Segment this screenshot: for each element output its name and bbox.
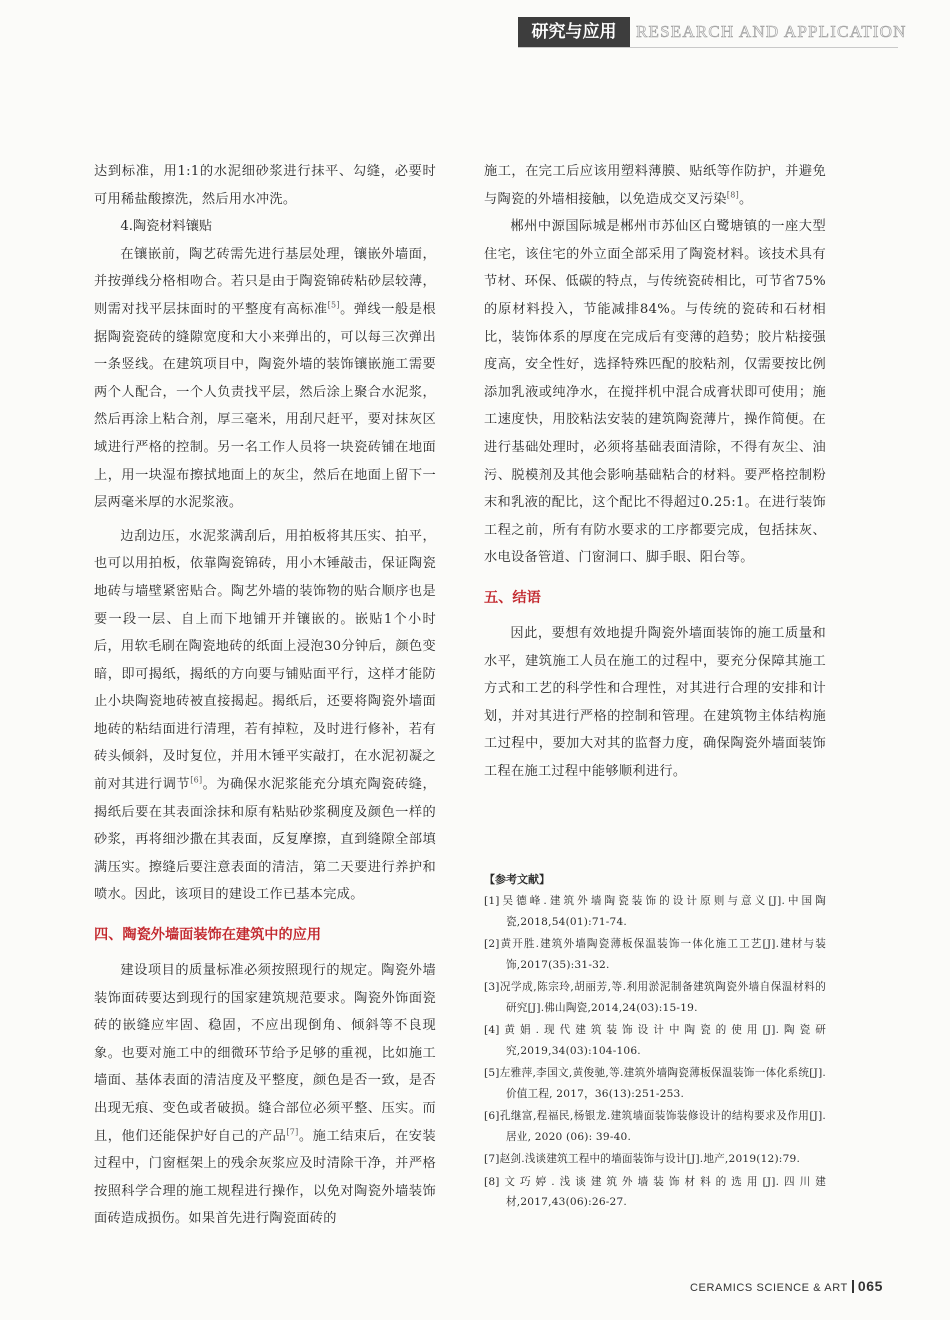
journal-name: CERAMICS SCIENCE & ART (690, 1282, 848, 1294)
left-column (94, 158, 436, 1233)
text-run: 。为确保水泥浆能充分填充陶瓷砖缝，揭纸后要在其表面涂抹和原有粘贴砂浆稠度及颜色一样的砂浆，再将细沙撒在其表面，反复摩擦，直到缝隙全部填满压实。擦缝后要注意表面的清洁，第二天要进行养护和喷水。因此，该项目的建设工作已基本完成。 (94, 777, 436, 903)
citation-mark: [7] (286, 1127, 299, 1137)
reference-item: [1]吴德峰.建筑外墙陶瓷装饰的设计原则与意义[J].中国陶瓷,2018,54(01):71-74. (484, 895, 826, 928)
reference-item: [4]黄娟.现代建筑装饰设计中陶瓷的使用[J].陶瓷研究,2019,34(03):104-106. (484, 1024, 826, 1057)
body-paragraph (94, 523, 436, 909)
body-paragraph (94, 241, 436, 517)
section-tag: 研究与应用 (518, 17, 630, 47)
reference-item: [7]赵剑.浅谈建筑工程中的墙面装饰与设计[J].地产,2019(12):79. (484, 1153, 801, 1165)
citation-mark: [5] (327, 300, 340, 310)
page-number: 065 (857, 1278, 884, 1294)
references-title: 【参考文献】 (484, 873, 550, 886)
section-tag-english: RESEARCH AND APPLICATION (636, 22, 907, 41)
section-heading: 四、陶瓷外墙面装饰在建筑中的应用 (94, 927, 322, 944)
body-paragraph (484, 158, 826, 213)
body-paragraph: 郴州中源国际城是郴州市苏仙区白鹭塘镇的一座大型住宅，该住宅的外立面全部采用了陶瓷材料。该技术具有节材、环保、低碳的特点，与传统瓷砖相比，可节省75%的原材料投入，节能减排84%。与传统的瓷砖和石材相比，装饰体系的厚度在完成后有变薄的趋势；胶片粘接强度高，安全性好，选择特殊匹配的胶粘剂，仅需要按比例添加乳液或纯净水，在搅拌机中混合成膏状即可使用；施工速度快，用胶粘法安装的建筑陶瓷薄片，操作简便。在进行基础处理时，必须将基础表面清除，不得有灰尘、油污、脱模剂及其他会影响基础粘合的材料。要严格控制粉末和乳液的配比，这个配比不得超过0.25:1。在进行装饰工程之前，所有有防水要求的工序都要完成，包括抹灰、水电设备管道、门窗洞口、脚手眼、阳台等。 (484, 219, 826, 566)
text-run: 施工，在完工后应该用塑料薄膜、贴纸等作防护，并避免与陶瓷的外墙相接触，以免造成交叉污染 (484, 164, 826, 207)
subsection-heading: 4.陶瓷材料镶贴 (120, 219, 213, 235)
footer-divider (852, 1280, 854, 1293)
text-run: 。施工结束后，在安装过程中，门窗框架上的残余灰浆应及时清除干净，并严格按照科学合理的施工规程进行操作，以免对陶瓷外墙装饰面砖造成损伤。如果首先进行陶瓷面砖的 (94, 1128, 437, 1227)
section-heading: 五、结语 (484, 589, 541, 606)
references-list (484, 871, 826, 1215)
body-paragraph (94, 957, 436, 1233)
citation-mark: [6] (190, 775, 203, 785)
body-paragraph: 达到标准，用1:1的水泥细砂浆进行抹平、勾缝，必要时可用稀盐酸擦洗，然后用水冲洗。 (94, 164, 436, 207)
body-paragraph: 因此，要想有效地提升陶瓷外墙面装饰的施工质量和水平，建筑施工人员在施工的过程中，要充分保障其施工方式和工艺的科学性和合理性，对其进行合理的安排和计划，并对其进行严格的控制和管理。在建筑物主体结构施工过程中，要加大对其的监督力度，确保陶瓷外墙面装饰工程在施工过程中能够顺利进行。 (484, 625, 826, 779)
text-run: 。弹线一般是根据陶瓷瓷砖的缝隙宽度和大小来弹出的，可以每三次弹出一条竖线。在建筑项目中，陶瓷外墙的装饰镶嵌施工需要两个人配合，一个人负责找平层，然后涂上聚合水泥浆，然后再涂上粘合剂，厚三毫米，用刮尺赶平，要对抹灰区域进行严格的控制。另一名工作人员将一块瓷砖铺在地面上，用一块湿布擦拭地面上的灰尘，然后在地面上留下一层两毫米厚的水泥浆液。 (94, 301, 436, 511)
text-run: 建设项目的质量标准必须按照现行的规定。陶瓷外墙装饰面砖要达到现行的国家建筑规范要求。陶瓷外饰面瓷砖的嵌缝应牢固、稳固，不应出现倒角、倾斜等不良现象。也要对施工中的细微环节给予足够的重视，比如施工墙面、基体表面的清洁度及平整度，颜色是否一致，是否出现无痕、变色或者破损。缝合部位必须平整、压实。而且，他们还能保护好自己的产品 (94, 963, 436, 1144)
header-divider (518, 47, 898, 48)
text-run: 边刮边压，水泥浆满刮后，用拍板将其压实、拍平，也可以用拍板，依靠陶瓷锦砖，用小木锤敲击，保证陶瓷地砖与墙壁紧密贴合。陶艺外墙的装饰物的贴合顺序也是要一段一层、自上而下地铺开并镶嵌的。嵌贴1个小时后，用软毛刷在陶瓷地砖的纸面上浸泡30分钟后，颜色变暗，即可揭纸，揭纸的方向要与铺贴面平行，这样才能防止小块陶瓷地砖被直接揭起。揭纸后，还要将陶瓷外墙面地砖的粘结面进行清理，若有掉粒，及时进行修补，若有砖头倾斜，及时复位，并用木锤平实敲打，在水泥初凝之前对其进行调节 (94, 528, 436, 793)
citation-mark: [8] (726, 190, 740, 200)
page-footer (690, 1278, 883, 1294)
reference-item: [3]况学成,陈宗玲,胡丽芳,等.利用淤泥制备建筑陶瓷外墙自保温材料的研究[J].佛山陶瓷,2014,24(03):15-19. (484, 981, 826, 1014)
reference-item: [5]左雅萍,李国文,黄俊驰,等.建筑外墙陶瓷薄板保温装饰一体化系统[J].价值工程, 2017，36(13):251-253. (484, 1067, 826, 1100)
text-run: 。 (739, 191, 753, 207)
reference-item: [2]黄开胜.建筑外墙陶瓷薄板保温装饰一体化施工工艺[J].建材与装饰,2017(35):31-32. (484, 938, 826, 971)
reference-item: [8]文巧婷.浅谈建筑外墙装饰材料的选用[J].四川建材,2017,43(06):26-27. (484, 1175, 826, 1208)
text-run: 在镶嵌前，陶艺砖需先进行基层处理，镶嵌外墙面，并按弹线分格相吻合。若只是由于陶瓷锦砖粘砂层较薄，则需对找平层抹面时的平整度有高标准 (94, 246, 436, 317)
reference-item: [6]孔继富,程福民,杨银龙.建筑墙面装饰装修设计的结构要求及作用[J].居业, 2020 (06): 39-40. (484, 1110, 826, 1143)
right-column (484, 158, 826, 785)
